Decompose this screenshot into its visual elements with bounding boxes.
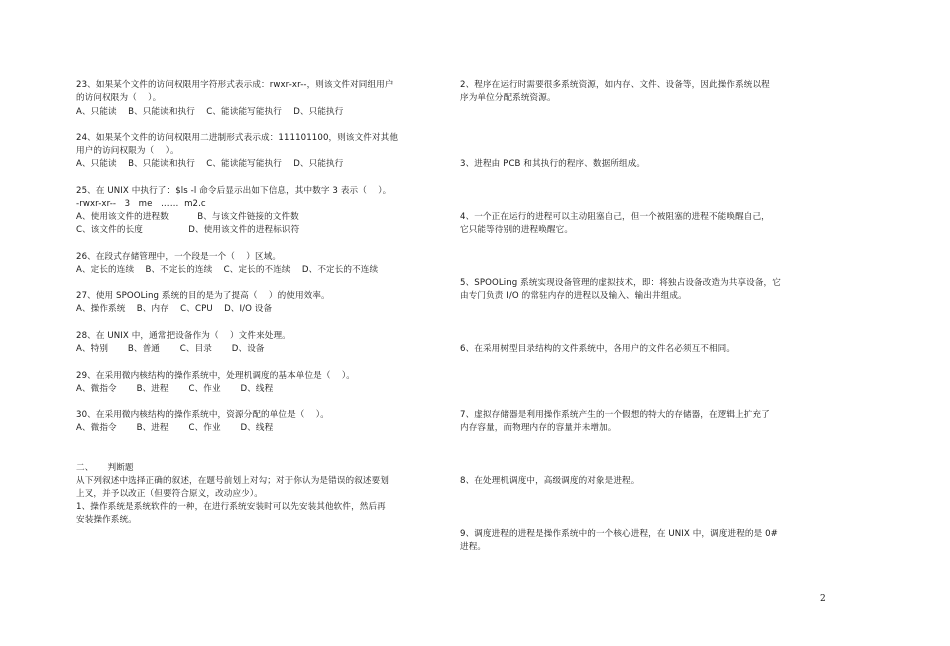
- question-30-options: A、微指令 B、进程 C、作业 D、线程: [76, 423, 274, 433]
- judgment-1-line-1: 1、操作系统是系统软件的一种，在进行系统安装时可以先安装其他软件，然后再: [76, 502, 386, 512]
- question-23-options: A、只能读 B、只能读和执行 C、能读能写能执行 D、只能执行: [76, 107, 344, 117]
- judgment-9-line-2: 进程。: [460, 542, 487, 552]
- question-25-line-2: -rwxr-xr-- 3 me …… m2.c: [76, 199, 206, 209]
- question-27-options: A、操作系统 B、内存 C、CPU D、I/O 设备: [76, 304, 273, 314]
- page-number: 2: [820, 594, 826, 604]
- question-23-line-2: 的访问权限为（ ）。: [76, 93, 162, 103]
- judgment-9-line-1: 9、调度进程的进程是操作系统中的一个核心进程，在 UNIX 中，调度进程的是 0#: [460, 529, 778, 539]
- question-25-options-2: C、该文件的长度 D、使用该文件的进程标识符: [76, 225, 300, 235]
- judgment-2-line-1: 2、程序在运行时需要很多系统资源，如内存、文件、设备等，因此操作系统以程: [460, 80, 770, 90]
- question-28-options: A、特别 B、普通 C、目录 D、设备: [76, 344, 265, 354]
- judgment-2-line-2: 序为单位分配系统资源。: [460, 93, 556, 103]
- section-instructions-line-2: 上叉，并予以改正（但要符合原义，改动应少）。: [76, 489, 263, 499]
- judgment-4-line-2: 它只能等待别的进程唤醒它。: [460, 225, 574, 235]
- judgment-6: 6、在采用树型目录结构的文件系统中，各用户的文件名必须互不相同。: [460, 344, 736, 354]
- judgment-3: 3、进程由 PCB 和其执行的程序、数据所组成。: [460, 159, 646, 169]
- judgment-1-line-2: 安装操作系统。: [76, 515, 137, 525]
- section-heading: 二、 判断题: [76, 463, 134, 473]
- judgment-8: 8、在处理机调度中，高级调度的对象是进程。: [460, 476, 640, 486]
- question-24-line-2: 用户的访问权限为（ ）。: [76, 146, 179, 156]
- question-29-line-1: 29、在采用微内核结构的操作系统中，处理机调度的基本单位是（ ）。: [76, 371, 355, 381]
- judgment-4-line-1: 4、一个正在运行的进程可以主动阻塞自己，但一个被阻塞的进程不能唤醒自己，: [460, 212, 770, 222]
- judgment-5-line-1: 5、SPOOLing 系统实现设备管理的虚拟技术，即：将独占设备改造为共享设备，它: [460, 278, 781, 288]
- question-26-line-1: 26、在段式存储管理中，一个段是一个（ ）区域。: [76, 252, 282, 262]
- section-instructions-line-1: 从下列叙述中选择正确的叙述，在题号前划上对勾；对于你认为是错误的叙述要划: [76, 476, 389, 486]
- judgment-5-line-2: 由专门负责 I/O 的常驻内存的进程以及输入、输出井组成。: [460, 291, 687, 301]
- question-24-line-1: 24、如果某个文件的访问权限用二进制形式表示成：111101100，则该文件对其他: [76, 133, 399, 143]
- question-25-options-1: A、使用该文件的进程数 B、与该文件链接的文件数: [76, 212, 299, 222]
- question-24-options: A、只能读 B、只能读和执行 C、能读能写能执行 D、只能执行: [76, 159, 344, 169]
- question-23-line-1: 23、如果某个文件的访问权限用字符形式表示成：rwxr-xr--，则该文件对同组用户: [76, 80, 394, 90]
- question-25-line-1: 25、在 UNIX 中执行了：$ls -l 命令后显示出如下信息，其中数字 3 表示（ ）。: [76, 186, 392, 196]
- judgment-7-line-2: 内存容量，而物理内存的容量并未增加。: [460, 423, 617, 433]
- question-29-options: A、微指令 B、进程 C、作业 D、线程: [76, 384, 274, 394]
- question-30-line-1: 30、在采用微内核结构的操作系统中，资源分配的单位是（ ）。: [76, 410, 329, 420]
- question-27-line-1: 27、使用 SPOOLing 系统的目的是为了提高（ ）的使用效率。: [76, 291, 330, 301]
- question-28-line-1: 28、在 UNIX 中，通常把设备作为（ ）文件来处理。: [76, 331, 291, 341]
- question-26-options: A、定长的连续 B、不定长的连续 C、定长的不连续 D、不定长的不连续: [76, 265, 379, 275]
- judgment-7-line-1: 7、虚拟存储器是利用操作系统产生的一个假想的特大的存储器，在逻辑上扩充了: [460, 410, 770, 420]
